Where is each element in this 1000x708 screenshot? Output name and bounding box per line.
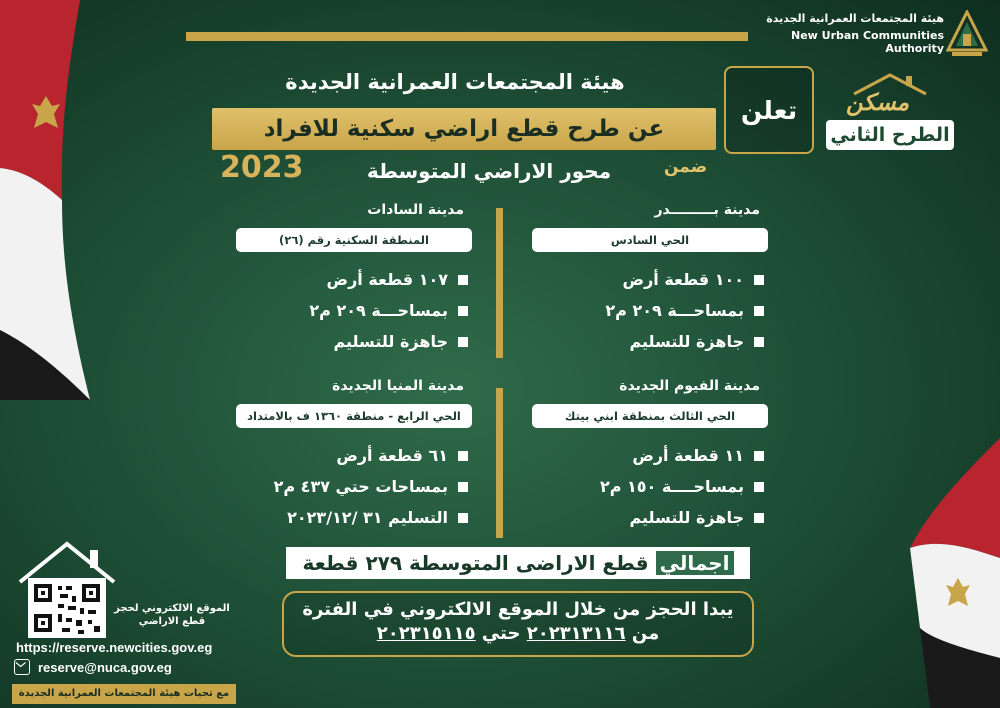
booking-from-date: ٢٠٢٣١٣١١٦ [526, 623, 626, 644]
list-item [532, 471, 764, 502]
district-badge: الحي الثالث بمنطقة ابني بيتك [532, 404, 768, 428]
booking-line-2 [284, 623, 752, 644]
list-item [532, 295, 764, 326]
list-item [236, 264, 468, 295]
item-text: بمساحـــة ٢٠٩ م٢ [605, 301, 744, 320]
booking-box [282, 591, 754, 657]
egypt-flag-left [0, 0, 120, 400]
bullet-icon [458, 513, 468, 523]
bullet-icon [754, 275, 764, 285]
booking-to-label: حتي [481, 623, 521, 644]
list-item [236, 440, 468, 471]
year-label: 2023 [220, 150, 304, 185]
bullet-icon [458, 451, 468, 461]
bullet-icon [754, 513, 764, 523]
item-text: ١٠٧ قطعة أرض [326, 270, 448, 289]
city-card-new-minya [236, 378, 472, 533]
list-item [236, 502, 468, 533]
bullet-icon [754, 337, 764, 347]
list-item [532, 440, 764, 471]
maskan-name: مسكن [846, 90, 910, 116]
email-link[interactable]: reserve@nuca.gov.eg [38, 659, 172, 675]
qr-code-icon[interactable] [14, 540, 120, 640]
announcement-banner: عن طرح قطع اراضي سكنية للافراد [212, 108, 716, 150]
item-text: بمساحــــة ١٥٠ م٢ [599, 477, 744, 496]
city-card-new-fayoum [532, 378, 768, 533]
nuca-logo-icon [946, 10, 988, 58]
item-text: جاهزة للتسليم [333, 332, 448, 351]
list-item [532, 264, 764, 295]
bullet-icon [458, 306, 468, 316]
city-card-badr [532, 202, 768, 357]
org-block [754, 12, 944, 55]
bullet-icon [458, 275, 468, 285]
booking-from-label: من [631, 623, 660, 644]
column-divider-bottom [496, 388, 503, 538]
list-item [236, 471, 468, 502]
item-text: ٦١ قطعة أرض [336, 446, 448, 465]
city-name: مدينة السادات [367, 202, 464, 218]
booking-to-date: ٢٠٢٣١٥١١٥ [376, 623, 476, 644]
total-prefix: اجمالي [656, 551, 734, 575]
org-name-en: New Urban Communities Authority [791, 29, 944, 55]
within-label: ضمن [664, 157, 708, 177]
total-text: قطع الاراضى المتوسطة ٢٧٩ قطعة [302, 551, 649, 575]
item-text: بمساحات حتي ٤٣٧ م٢ [273, 477, 448, 496]
announcement-title: هيئة المجتمعات العمرانية الجديدة [285, 70, 625, 94]
column-divider-top [496, 208, 503, 358]
bullet-icon [754, 482, 764, 492]
org-name-ar: هيئة المجتمعات العمرانية الجديدة [766, 12, 944, 25]
bullet-icon [754, 306, 764, 316]
city-card-sadat [236, 202, 472, 357]
website-link[interactable]: https://reserve.newcities.gov.eg [16, 640, 213, 655]
maskan-logo [820, 72, 970, 152]
website-label: الموقع الالكتروني لحجز قطع الاراضي [114, 603, 230, 627]
city-name: مدينة الفيوم الجديدة [619, 378, 760, 394]
item-text: بمساحـــة ٢٠٩ م٢ [309, 301, 448, 320]
email-row[interactable] [14, 659, 172, 675]
district-badge: الحي السادس [532, 228, 768, 252]
list-item [236, 326, 468, 357]
city-name: مدينة المنيا الجديدة [332, 378, 464, 394]
district-badge: المنطقة السكنية رقم (٢٦) [236, 228, 472, 252]
list-item [532, 502, 764, 533]
item-text: التسليم ٣١ /٢٠٢٣/١٢ [287, 508, 448, 527]
item-text: ١١ قطعة أرض [632, 446, 744, 465]
bullet-icon [754, 451, 764, 461]
city-name: مدينة بـــــــــدر [654, 202, 760, 218]
footer-greeting: مع تحيات هيئة المجتمعات العمرانية الجديدة [12, 684, 236, 704]
bullet-icon [458, 337, 468, 347]
item-text: جاهزة للتسليم [629, 508, 744, 527]
bullet-icon [458, 482, 468, 492]
list-item [236, 295, 468, 326]
round-badge: الطرح الثاني [826, 120, 954, 150]
booking-line-1: يبدا الحجز من خلال الموقع الالكتروني في الفترة [302, 599, 734, 620]
district-badge: الحي الرابع - منطقة ١٣٦٠ ف بالامتداد [236, 404, 472, 428]
announces-badge: تعلن [724, 66, 814, 154]
total-banner [286, 547, 750, 579]
egypt-flag-right [890, 438, 1000, 708]
item-text: ١٠٠ قطعة أرض [622, 270, 744, 289]
item-text: جاهزة للتسليم [629, 332, 744, 351]
email-icon [14, 659, 30, 675]
list-item [532, 326, 764, 357]
axis-label: محور الاراضي المتوسطة [366, 159, 612, 183]
header-gold-bar [186, 32, 748, 41]
